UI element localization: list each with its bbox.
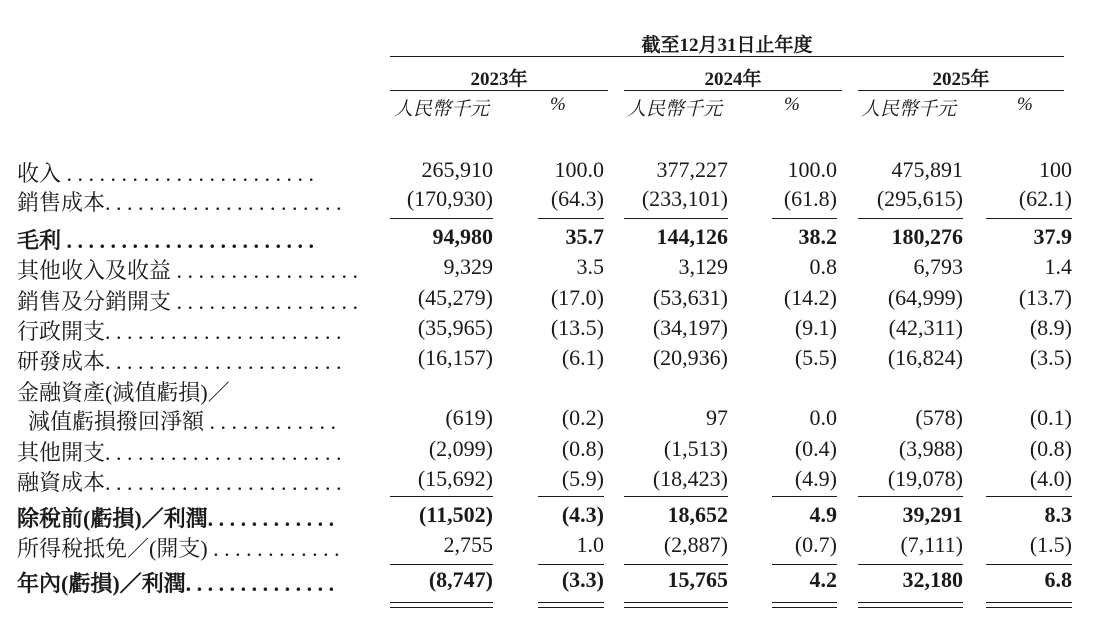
table-row [0,532,1102,562]
value-cell: (13.5) [550,315,604,340]
row-label: 其他收入及收益 . . . . . . . . . . . . . . . . . [17,258,359,283]
value-cell: (35,965) [417,315,493,340]
value-cell: 1.0 [576,532,604,557]
subtotal-rule [390,496,493,497]
value-cell: 9,329 [443,254,493,279]
value-cell: 2,755 [443,532,493,557]
value-cell: (61.8) [783,186,837,211]
total-double-rule [538,607,604,608]
subtotal-rule [624,218,728,219]
unit-rmb-2024: 人民幣千元 [627,99,723,120]
value-cell: (34,197) [652,315,728,340]
table-row [0,466,1102,496]
total-double-rule [986,607,1072,608]
subtotal-rule [858,564,963,565]
value-cell: (2,887) [663,532,728,557]
value-cell: 4.9 [809,502,837,527]
table-row [0,376,1102,406]
value-cell: 475,891 [891,157,963,182]
value-cell: 1.4 [1044,254,1072,279]
total-double-rule [624,602,728,603]
value-cell: (0.4) [794,436,837,461]
table-row [0,502,1102,532]
row-label: 減值虧損撥回淨額 . . . . . . . . . . . . [17,409,337,434]
total-double-rule [772,602,837,603]
row-label: 除稅前(虧損)／利潤. . . . . . . . . . . . [17,506,335,531]
value-cell: (0.8) [561,436,604,461]
value-cell: (11,502) [419,502,493,527]
table-row [0,567,1102,597]
value-cell: (2,099) [428,436,493,461]
year-2023-rule [390,90,608,91]
value-cell: (6.1) [561,345,604,370]
table-row [0,254,1102,284]
total-double-rule [390,602,493,603]
table-row [0,186,1102,216]
value-cell: (0.7) [794,532,837,557]
value-cell: (9.1) [794,315,837,340]
subtotal-rule [858,496,963,497]
subtotal-rule [390,564,493,565]
value-cell: 100.0 [554,157,604,182]
value-cell: (1.5) [1029,532,1072,557]
value-cell: 3.5 [576,254,604,279]
value-cell: (170,930) [406,186,493,211]
year-2024-heading: 2024年 [704,69,762,90]
value-cell: (45,279) [417,285,493,310]
value-cell: 100.0 [787,157,837,182]
value-cell: 0.8 [809,254,837,279]
value-cell: (14.2) [783,285,837,310]
value-cell: 32,180 [902,567,963,592]
value-cell: (4.0) [1029,466,1072,491]
subtotal-rule [858,218,963,219]
subtotal-rule [390,218,493,219]
year-2024-rule [624,90,842,91]
value-cell: (62.1) [1018,186,1072,211]
value-cell: (0.8) [1029,436,1072,461]
total-double-rule [986,602,1072,603]
value-cell: (17.0) [550,285,604,310]
value-cell: 3,129 [678,254,728,279]
year-2023-heading: 2023年 [470,69,528,90]
value-cell: 35.7 [565,224,604,249]
table-row [0,436,1102,466]
value-cell: (16,824) [887,345,963,370]
subtotal-rule [986,564,1072,565]
value-cell: 37.9 [1033,224,1072,249]
value-cell: (0.1) [1029,405,1072,430]
subtotal-rule [772,218,837,219]
row-label: 毛利 . . . . . . . . . . . . . . . . . . . . . . . [17,228,315,253]
row-label: 行政開支. . . . . . . . . . . . . . . . . . . . . . [17,319,342,344]
value-cell: 39,291 [902,502,963,527]
row-label: 銷售及分銷開支 . . . . . . . . . . . . . . . . . [17,289,359,314]
value-cell: 100 [1039,157,1072,182]
value-cell: (20,936) [652,345,728,370]
table-row [0,224,1102,254]
subtotal-rule [624,564,728,565]
year-2025-heading: 2025年 [932,69,990,90]
value-cell: (64.3) [550,186,604,211]
value-cell: 265,910 [421,157,493,182]
value-cell: (5.9) [561,466,604,491]
table-row [0,285,1102,315]
subtotal-rule [538,564,604,565]
value-cell: (0.2) [561,405,604,430]
row-label: 所得稅抵免／(開支) . . . . . . . . . . . . [17,536,340,561]
total-double-rule [858,602,963,603]
value-cell: (13.7) [1018,285,1072,310]
value-cell: (4.9) [794,466,837,491]
subtotal-rule [986,496,1072,497]
table-row [0,315,1102,345]
value-cell: (15,692) [417,466,493,491]
row-label: 研發成本. . . . . . . . . . . . . . . . . . . . . . [17,349,342,374]
row-label: 銷售成本. . . . . . . . . . . . . . . . . . . . . . [17,190,342,215]
value-cell: (578) [915,405,963,430]
value-cell: (19,078) [887,466,963,491]
value-cell: 144,126 [656,224,728,249]
period-heading: 截至12月31日止年度 [641,35,813,56]
total-double-rule [772,607,837,608]
subtotal-rule [538,218,604,219]
value-cell: (3.5) [1029,345,1072,370]
unit-pct-2023: % [550,94,566,115]
value-cell: 6,793 [913,254,963,279]
value-cell: 4.2 [809,567,837,592]
value-cell: (5.5) [794,345,837,370]
value-cell: (8,747) [428,567,493,592]
value-cell: (1,513) [663,436,728,461]
unit-pct-2024: % [784,94,800,115]
value-cell: 0.0 [809,405,837,430]
row-label: 金融資產(減值虧損)／ [17,380,230,405]
value-cell: 18,652 [667,502,728,527]
value-cell: (233,101) [641,186,728,211]
total-double-rule [390,607,493,608]
value-cell: 38.2 [798,224,837,249]
value-cell: (8.9) [1029,315,1072,340]
value-cell: 8.3 [1044,502,1072,527]
value-cell: 6.8 [1044,567,1072,592]
value-cell: (3,988) [898,436,963,461]
table-row [0,405,1102,435]
period-rule [390,56,1064,57]
subtotal-rule [772,496,837,497]
value-cell: 180,276 [891,224,963,249]
value-cell: 94,980 [432,224,493,249]
unit-pct-2025: % [1017,94,1033,115]
subtotal-rule [772,564,837,565]
table-row [0,345,1102,375]
subtotal-rule [538,496,604,497]
value-cell: (18,423) [652,466,728,491]
row-label: 融資成本. . . . . . . . . . . . . . . . . . . . . . [17,470,342,495]
value-cell: 15,765 [667,567,728,592]
value-cell: (64,999) [887,285,963,310]
total-double-rule [538,602,604,603]
row-label: 年內(虧損)／利潤. . . . . . . . . . . . . . [17,571,335,596]
row-label: 收入 . . . . . . . . . . . . . . . . . . . . . . . [17,161,315,186]
value-cell: (53,631) [652,285,728,310]
year-2025-rule [858,90,1064,91]
unit-rmb-2025: 人民幣千元 [861,99,957,120]
value-cell: 97 [706,405,728,430]
subtotal-rule [624,496,728,497]
row-label: 其他開支. . . . . . . . . . . . . . . . . . . . . . [17,440,342,465]
table-row [0,157,1102,187]
total-double-rule [858,607,963,608]
value-cell: (42,311) [888,315,963,340]
subtotal-rule [986,218,1072,219]
value-cell: (7,111) [900,532,963,557]
unit-rmb-2023: 人民幣千元 [394,99,490,120]
value-cell: 377,227 [656,157,728,182]
value-cell: (295,615) [876,186,963,211]
value-cell: (4.3) [561,502,604,527]
value-cell: (619) [445,405,493,430]
value-cell: (16,157) [417,345,493,370]
total-double-rule [624,607,728,608]
value-cell: (3.3) [561,567,604,592]
